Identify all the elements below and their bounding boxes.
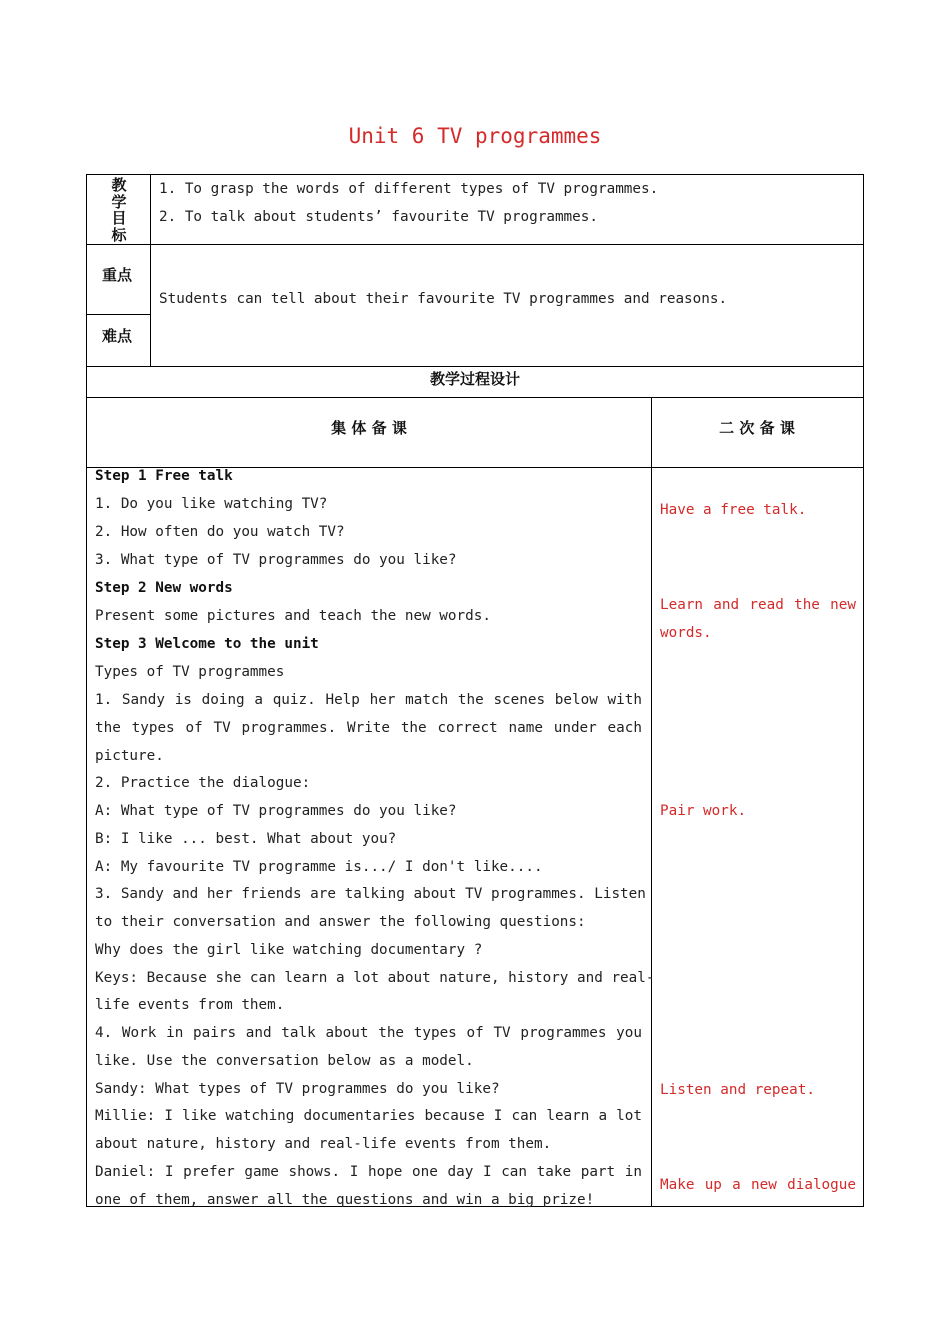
text-line: picture. bbox=[95, 748, 164, 764]
second-prep-header: 二 次 备 课 bbox=[719, 419, 795, 437]
text-line: 3. Sandy and her friends are talking about TV programmes. Listen bbox=[95, 886, 646, 902]
text-line: Sandy: What types of TV programmes do you like? bbox=[95, 1081, 500, 1097]
row-divider bbox=[87, 366, 863, 367]
lesson-plan-table bbox=[86, 174, 864, 1207]
text-line: 1. Sandy is doing a quiz. Help her match the scenes below with bbox=[95, 692, 642, 708]
text-line: A: What type of TV programmes do you like? bbox=[95, 803, 457, 819]
step-heading: Step 1 Free talk bbox=[95, 468, 233, 484]
step-heading: Step 2 New words bbox=[95, 580, 233, 596]
teacher-note: Listen and repeat. bbox=[660, 1082, 815, 1098]
text-line: B: I like ... best. What about you? bbox=[95, 831, 397, 847]
text-line: 2. Practice the dialogue: bbox=[95, 775, 311, 791]
row-divider bbox=[87, 244, 863, 245]
teacher-note: Learn and read the new bbox=[660, 597, 856, 613]
text-line: the types of TV programmes. Write the correct name under each bbox=[95, 720, 642, 736]
text-line: 1. Do you like watching TV? bbox=[95, 496, 328, 512]
difficult-points-label: 难点 bbox=[102, 327, 133, 345]
column-divider bbox=[651, 397, 652, 1206]
row-divider bbox=[87, 397, 863, 398]
row-divider bbox=[87, 314, 151, 315]
text-line: 3. What type of TV programmes do you like? bbox=[95, 552, 457, 568]
text-line: about nature, history and real-life events from them. bbox=[95, 1136, 552, 1152]
teacher-note: Pair work. bbox=[660, 803, 747, 819]
text-line: 2. How often do you watch TV? bbox=[95, 524, 345, 540]
text-line: to their conversation and answer the following questions: bbox=[95, 914, 586, 930]
teacher-note: Make up a new dialogue bbox=[660, 1177, 856, 1193]
text-line: A: My favourite TV programme is.../ I don't like.... bbox=[95, 859, 543, 875]
teacher-note: Have a free talk. bbox=[660, 502, 807, 518]
text-line: Millie: I like watching documentaries because I can learn a lot bbox=[95, 1108, 642, 1124]
text-line: 4. Work in pairs and talk about the types of TV programmes you bbox=[95, 1025, 642, 1041]
collective-prep-header: 集 体 备 课 bbox=[331, 419, 407, 437]
text-line: life events from them. bbox=[95, 997, 285, 1013]
text-line: like. Use the conversation below as a model. bbox=[95, 1053, 474, 1069]
objective-item: 2. To talk about students’ favourite TV programmes. bbox=[159, 209, 598, 225]
text-line: Why does the girl like watching documentary ? bbox=[95, 942, 483, 958]
page-title: Unit 6 TV programmes bbox=[348, 124, 602, 148]
text-line: one of them, answer all the questions and win a big prize! bbox=[95, 1192, 595, 1208]
process-heading: 教学过程设计 bbox=[429, 370, 520, 388]
text-line: Types of TV programmes bbox=[95, 664, 285, 680]
text-line: Present some pictures and teach the new words. bbox=[95, 608, 491, 624]
key-points-label: 重点 bbox=[102, 266, 133, 284]
teacher-note: words. bbox=[660, 625, 712, 641]
text-line: Keys: Because she can learn a lot about nature, history and real- bbox=[95, 970, 655, 986]
key-points-content: Students can tell about their favourite TV programmes and reasons. bbox=[159, 291, 728, 307]
step-heading: Step 3 Welcome to the unit bbox=[95, 636, 319, 652]
objective-item: 1. To grasp the words of different types of TV programmes. bbox=[159, 181, 659, 197]
objectives-label: 教 学 目 标 bbox=[111, 176, 127, 244]
text-line: Daniel: I prefer game shows. I hope one day I can take part in bbox=[95, 1164, 642, 1180]
